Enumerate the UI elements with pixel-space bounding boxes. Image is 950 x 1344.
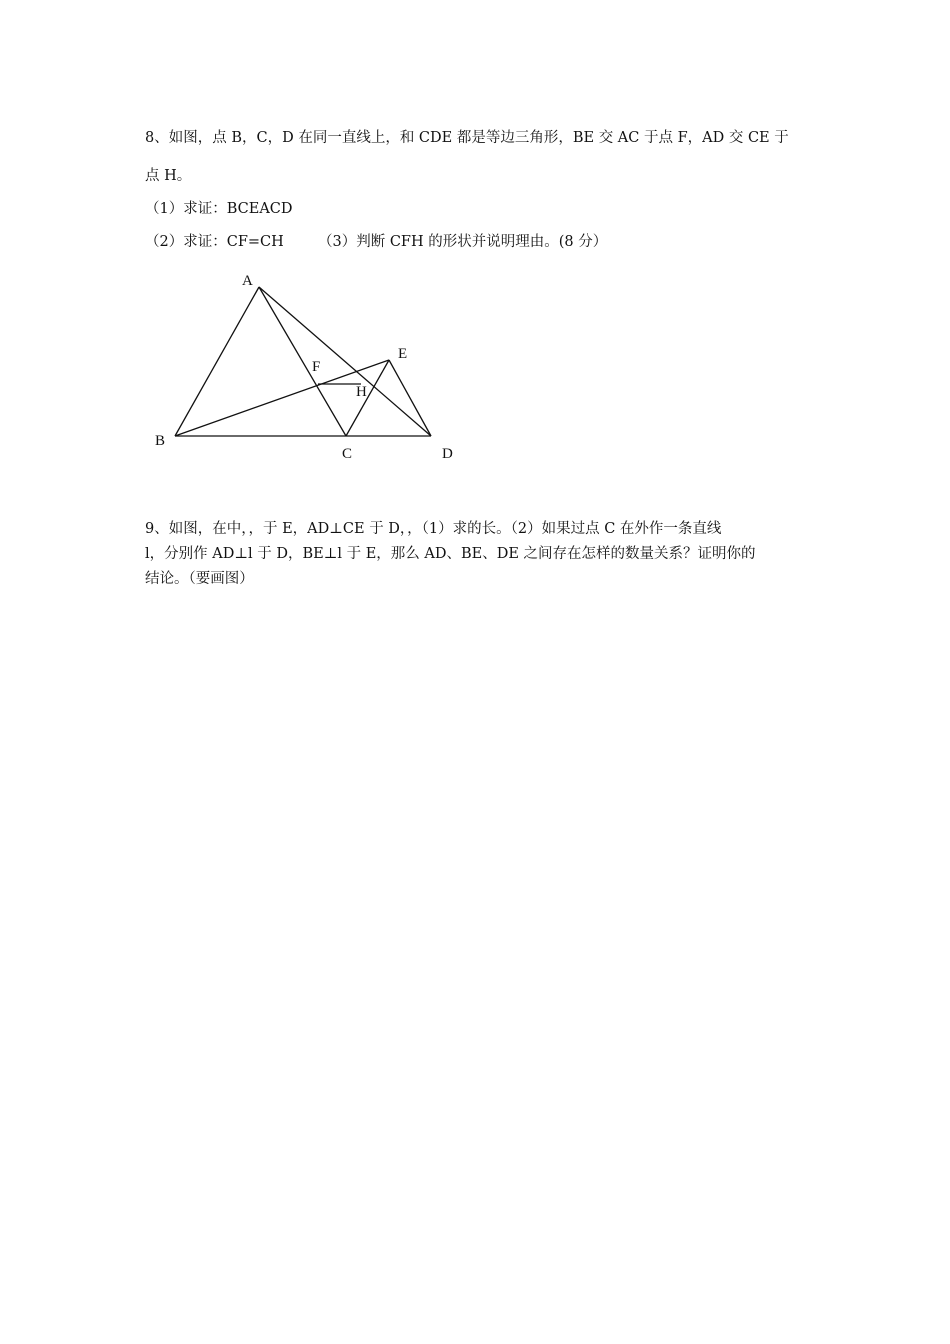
segment-ed: [389, 360, 431, 436]
question-8-part-2: （2）求证：CF=CH: [145, 234, 284, 250]
label-b: B: [155, 433, 166, 449]
label-e: E: [398, 346, 408, 362]
question-8-line-2: 点 H。: [145, 168, 192, 184]
segment-ce: [346, 360, 389, 436]
segment-ac: [259, 287, 346, 436]
label-h: H: [356, 384, 367, 400]
question-9-line-3: 结论。（要画图）: [145, 571, 254, 587]
question-9-line-2: l，分别作 AD⊥l 于 D，BE⊥l 于 E，那么 AD、BE、DE 之间存在怎样的数量关系？证明你的: [145, 546, 756, 562]
question-8-line-1: 8、如图，点 B，C，D 在同一直线上，和 CDE 都是等边三角形，BE 交 AC 于点 F，AD 交 CE 于: [145, 130, 789, 146]
segment-ab: [175, 287, 259, 436]
label-c: C: [342, 446, 353, 462]
question-8-part-3: （3）判断 CFH 的形状并说明理由。(8 分）: [318, 234, 608, 250]
geometry-figure: [0, 0, 950, 520]
question-9-line-1: 9、如图，在中，，于 E，AD⊥CE 于 D，，（1）求的长。（2）如果过点 C 在外作一条直线: [145, 521, 722, 537]
label-a: A: [242, 273, 253, 289]
label-d: D: [442, 446, 453, 462]
label-f: F: [312, 359, 321, 375]
question-8-part-1: （1）求证：BCEACD: [145, 201, 293, 217]
